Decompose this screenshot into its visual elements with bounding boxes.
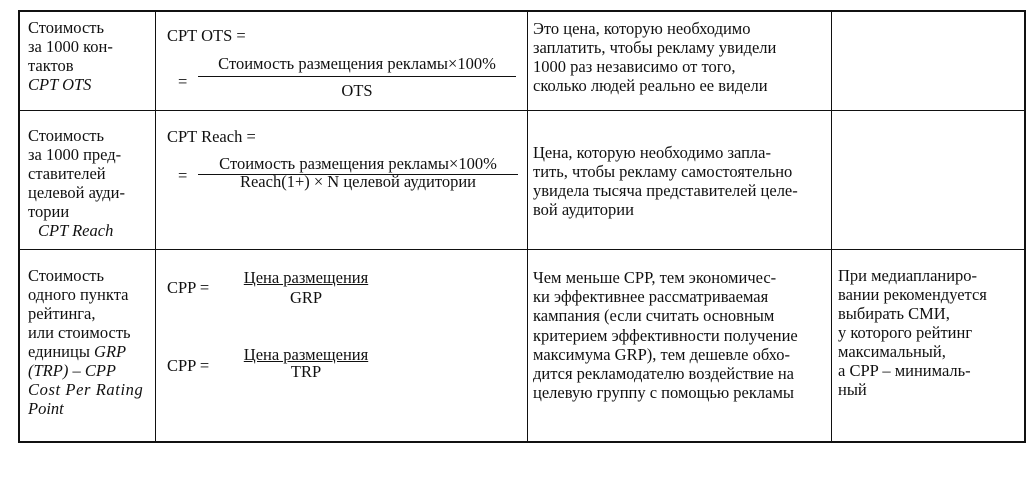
row3-formula1-lhs: CPP =: [167, 278, 210, 297]
row3-recommendation-line: вании рекомендуется: [838, 285, 987, 304]
row3-name-cell: [28, 266, 152, 418]
row3-name-line: [28, 342, 152, 361]
row2-description-line: вой аудитории: [533, 200, 634, 219]
row1-name-line: Стоимость: [28, 18, 105, 37]
row3-formula2-numerator: Цена размещения: [243, 345, 369, 364]
row1-description-line: заплатить, чтобы рекламу увидели: [533, 38, 777, 57]
row3-recommendation-line: При медиапланиро-: [838, 266, 978, 285]
row2-formula-lhs: CPT Reach =: [167, 127, 256, 146]
row2-name-line: Стоимость: [28, 126, 105, 145]
row3-formula2-denominator: TRP: [290, 362, 322, 381]
row1-name-abbr: CPT OTS: [28, 75, 92, 94]
row3-name-italic-line: Cost Per Rating: [28, 380, 144, 399]
row1-fraction-bar: [198, 76, 516, 77]
row3-description-line: целевую группу с помощью рекламы: [533, 383, 794, 403]
row3-description-line: кампания (если считать основным: [533, 306, 775, 326]
row3-name-line: или стоимость: [28, 323, 131, 342]
row2-name-abbr: CPT Reach: [38, 221, 114, 240]
row1-description-line: 1000 раз независимо от того,: [533, 57, 736, 76]
row2-name-line: ставителей: [28, 164, 106, 183]
row2-description: [533, 143, 823, 219]
row2-name-cell: [28, 126, 152, 240]
definitions-table: [18, 10, 1026, 443]
row2-description-line: тить, чтобы рекламу самостоятельно: [533, 162, 793, 181]
row3-name-italic-line: Point: [28, 399, 64, 418]
row3-name-line: рейтинга,: [28, 304, 96, 323]
row3-description-line: критерием эффективности получение: [533, 325, 798, 345]
row3-recommendation-line: а CPP – минималь-: [838, 361, 971, 380]
row1-name-cell: [28, 18, 152, 94]
row3-recommendation-line: у которого рейтинг: [838, 323, 973, 342]
row-divider-2: [20, 249, 1024, 250]
row2-name-line: целевой ауди-: [28, 183, 126, 202]
row3-name-prefix: единицы: [28, 342, 95, 361]
row3-description-line: ки эффективнее рассматриваемая: [533, 287, 769, 307]
row1-description-line: сколько людей реально ее видели: [533, 76, 768, 95]
row3-description: [533, 268, 823, 402]
row3-recommendation-line: ный: [838, 380, 867, 399]
column-divider-3: [831, 12, 832, 441]
column-divider-2: [527, 12, 528, 441]
row1-formula-eq: =: [178, 72, 188, 91]
row2-name-line: за 1000 пред-: [28, 145, 122, 164]
row2-formula-denominator: Reach(1+) × N целевой аудитории: [239, 172, 477, 191]
row3-description-line: дится рекламодателю воздействие на: [533, 364, 795, 384]
row3-name-italic-line: (TRP) – CPP: [28, 361, 116, 380]
row3-name-abbr: GRP: [94, 342, 127, 361]
row3-description-line: максимума GRP), тем дешевле обхо-: [533, 344, 790, 364]
row3-formula2-lhs: CPP =: [167, 356, 210, 375]
row2-description-line: увидела тысяча представителей целе-: [533, 181, 798, 200]
row1-formula-denominator: OTS: [341, 81, 373, 100]
row1-description-line: Это цена, которую необходимо: [533, 19, 751, 38]
row3-name-line: одного пункта: [28, 285, 129, 304]
column-divider-1: [155, 12, 156, 441]
row-divider-1: [20, 110, 1024, 111]
row3-description-line: Чем меньше CPP, тем экономичес-: [533, 268, 777, 287]
row3-formula1-numerator: Цена размещения: [243, 268, 369, 287]
row3-formula1-denominator: GRP: [289, 288, 323, 307]
row1-description: [533, 19, 823, 95]
row2-formula-eq: =: [178, 166, 188, 185]
row3-name-line: Стоимость: [28, 266, 105, 285]
row2-formula-numerator: Стоимость размещения рекламы×100%: [219, 154, 497, 173]
row3-recommendation: [838, 266, 1024, 399]
row2-name-line: тории: [28, 202, 70, 221]
row3-recommendation-line: максимальный,: [838, 342, 946, 361]
row3-recommendation-line: выбирать СМИ,: [838, 304, 950, 323]
row1-formula-lhs: CPT OTS =: [167, 26, 246, 45]
row1-name-line: за 1000 кон-: [28, 37, 113, 56]
row2-description-line: Цена, которую необходимо запла-: [533, 143, 771, 162]
row1-formula-numerator: Стоимость размещения рекламы×100%: [218, 54, 496, 73]
row1-name-line: тактов: [28, 56, 74, 75]
